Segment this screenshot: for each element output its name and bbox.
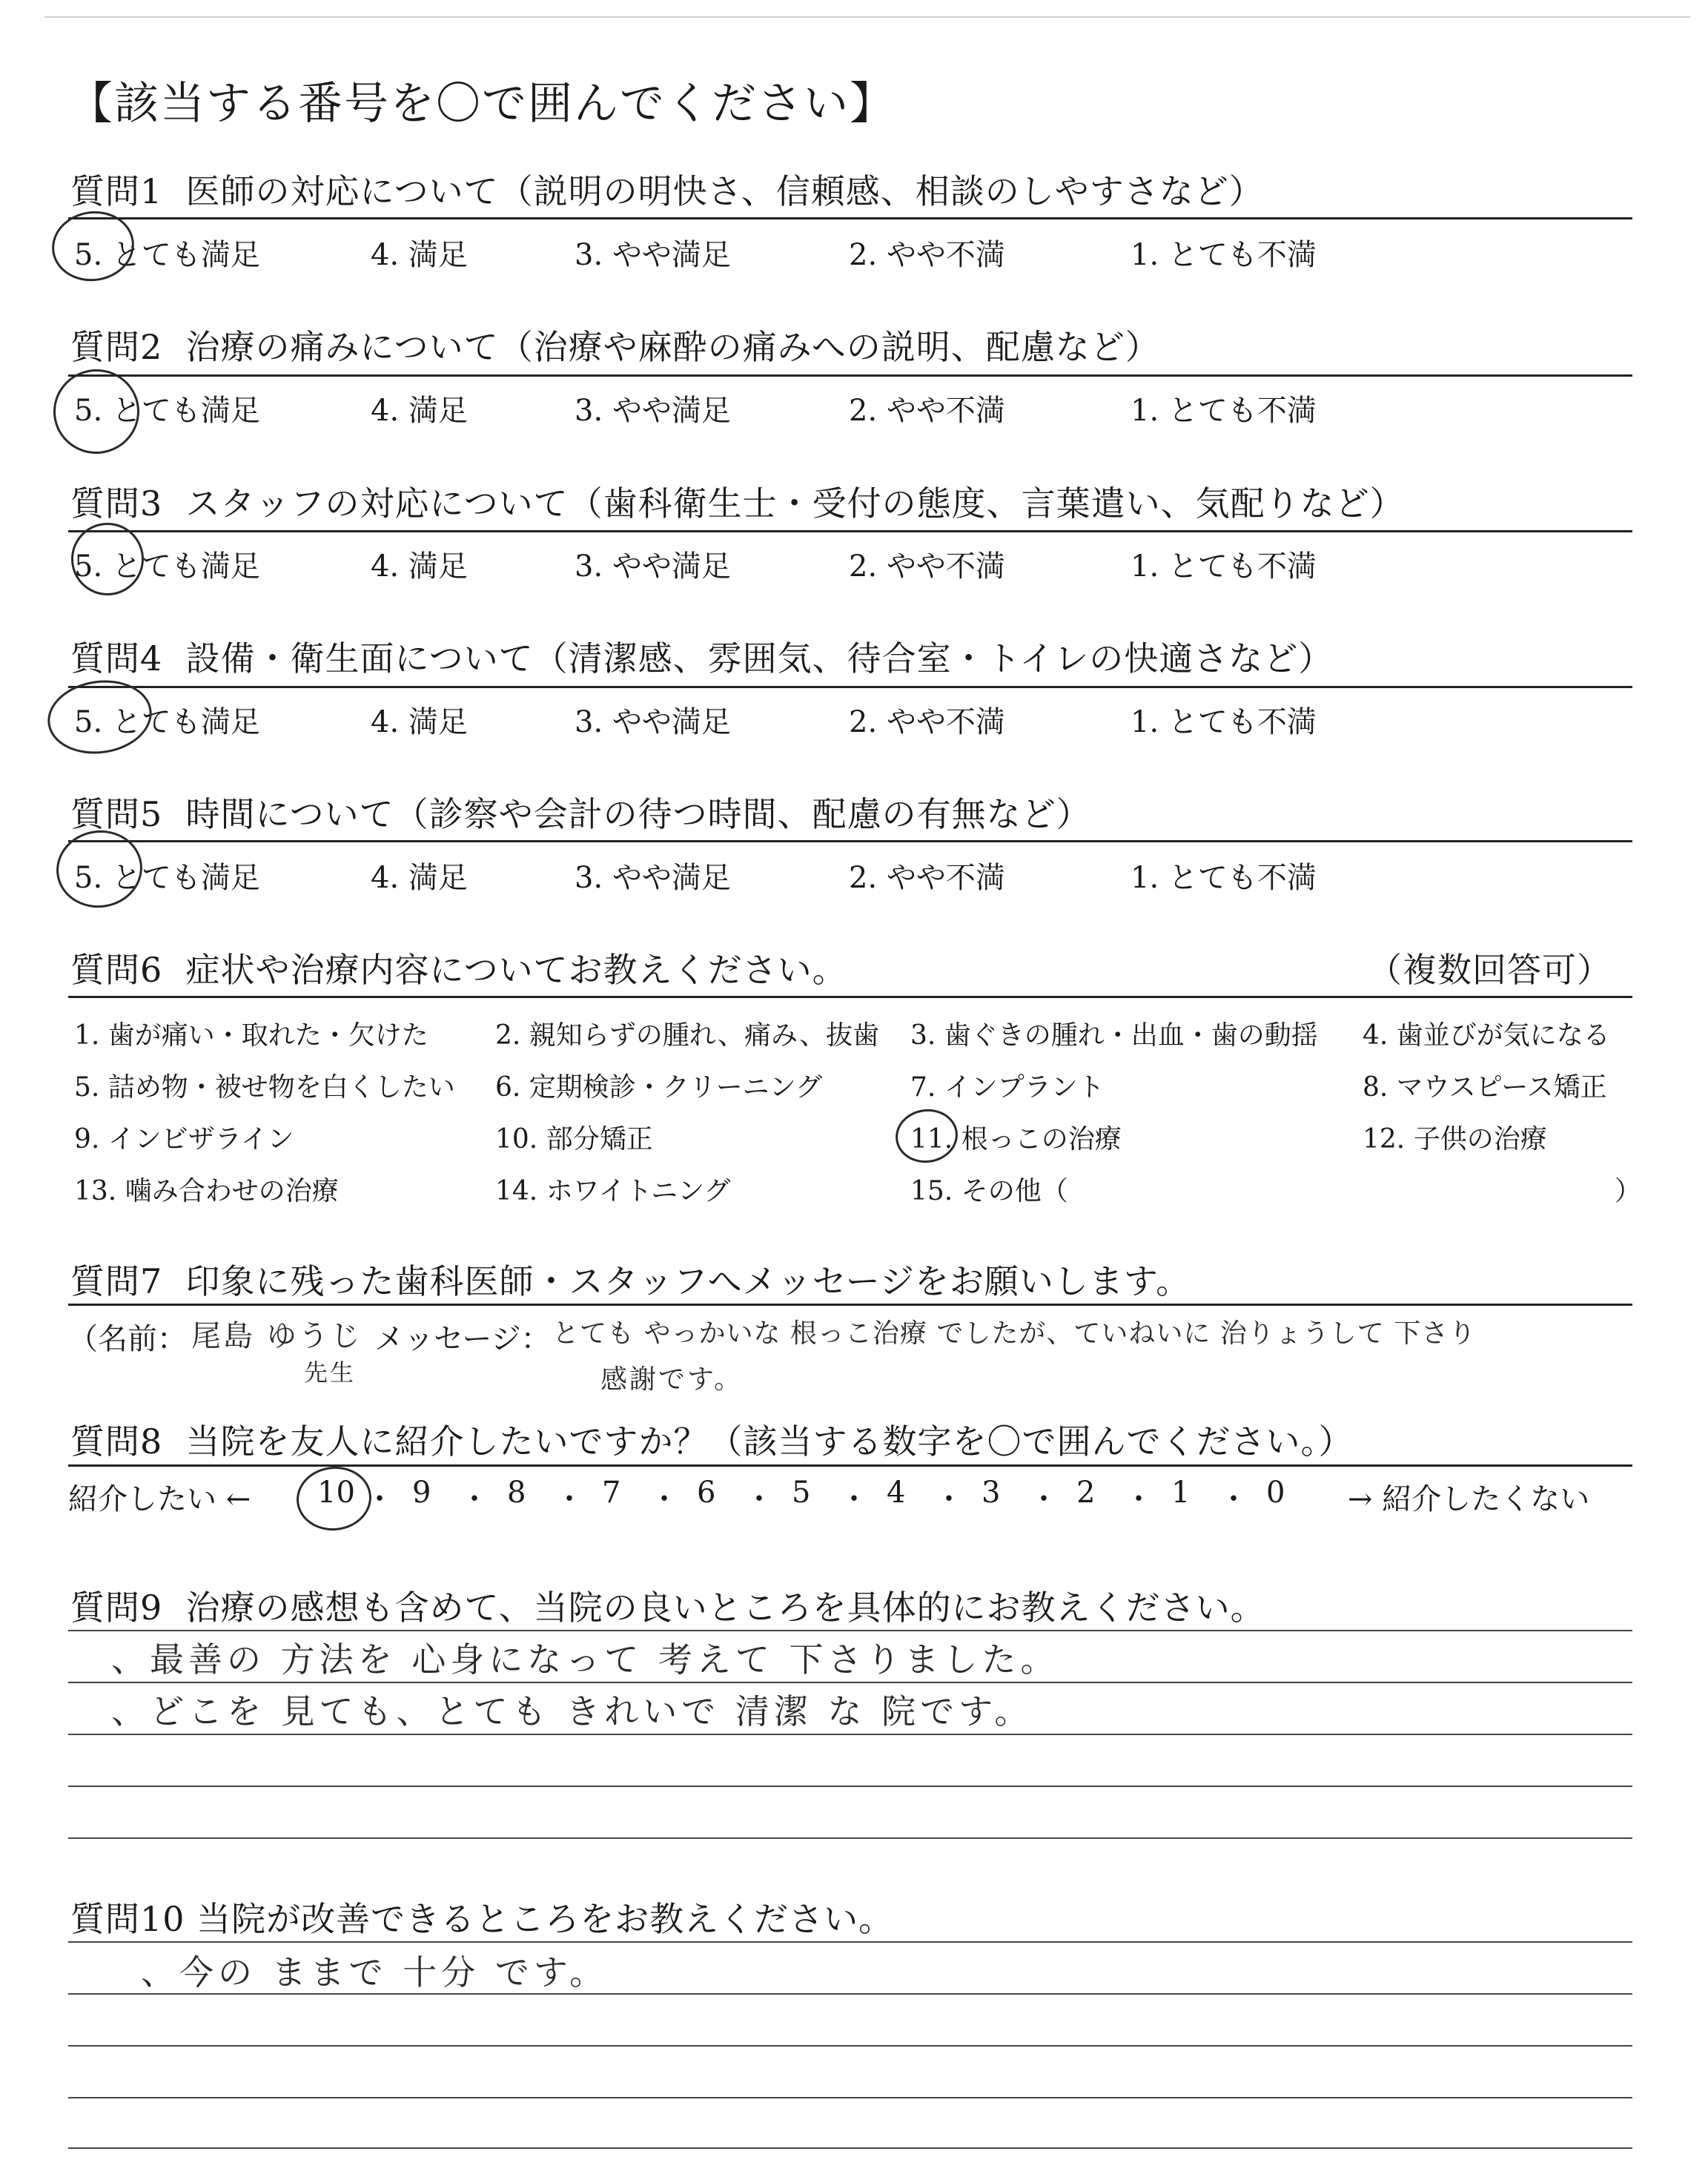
q7-heading [70, 1255, 1191, 1304]
q8-scale-value-5[interactable]: 5 [792, 1476, 811, 1510]
q8-heading [70, 1415, 1354, 1464]
q2-answer-circle [49, 365, 143, 458]
q2-rule [68, 374, 1632, 377]
q2-option-4[interactable]: 4. 満足 [371, 394, 468, 428]
q8-scale-dot: ・ [555, 1482, 584, 1516]
q6-heading [70, 943, 847, 992]
q1-heading [70, 165, 1264, 214]
q6-item-5[interactable]: 5. 詰め物・被せ物を白くしたい [74, 1072, 455, 1103]
q4-text: 設備・衛生面について（清潔感、雰囲気、待合室・トイレの快適さなど） [185, 638, 1334, 678]
q8-scale-value-4[interactable]: 4 [887, 1476, 906, 1510]
q8-scale-value-7[interactable]: 7 [602, 1476, 621, 1510]
q4-option-4[interactable]: 4. 満足 [371, 705, 468, 739]
q1-label: 質問1 [70, 171, 163, 211]
q8-scale-value-0[interactable]: 0 [1266, 1476, 1285, 1510]
q10-line-4 [68, 2097, 1632, 2098]
q6-item-2[interactable]: 2. 親知らずの腫れ、痛み、抜歯 [495, 1020, 880, 1051]
q8-scale-value-9[interactable]: 9 [412, 1476, 431, 1510]
scan-top-edge [44, 16, 1690, 18]
q7-label: 質問7 [70, 1261, 163, 1301]
q6-text: 症状や治療内容についてお教えください。 [185, 950, 847, 990]
q1-option-4[interactable]: 4. 満足 [371, 238, 468, 272]
q10-text: 当院が改善できるところをお教えください。 [196, 1899, 894, 1939]
q6-item-15[interactable]: 15. その他（ [910, 1176, 1068, 1206]
q9-label: 質問9 [70, 1588, 163, 1628]
q2-heading [70, 320, 1160, 369]
q7-text: 印象に残った歯科医師・スタッフへメッセージをお願いします。 [185, 1261, 1191, 1301]
q3-heading [70, 477, 1405, 526]
q7-message-value[interactable]: とても やっかいな 根っこ治療 でしたが、ていねいに 治りょうして 下さり [552, 1318, 1477, 1349]
q9-line-2 [68, 1682, 1632, 1683]
q5-heading [70, 787, 1091, 836]
q3-option-5[interactable]: 5. とても満足 [74, 549, 260, 584]
q4-option-2[interactable]: 2. やや不満 [849, 705, 1005, 739]
q7-name-suffix: 先生 [304, 1358, 357, 1387]
q9-line-4 [68, 1786, 1632, 1787]
q6-item-11[interactable]: 11. 根っこの治療 [910, 1124, 1122, 1155]
form-title: 【該当する番号を〇で囲んでください】 [68, 78, 896, 130]
q6-item-14[interactable]: 14. ホワイトニング [495, 1176, 731, 1206]
q4-option-5[interactable]: 5. とても満足 [74, 705, 260, 739]
q2-option-5[interactable]: 5. とても満足 [74, 394, 260, 428]
q4-heading [70, 632, 1333, 681]
q9-heading [70, 1581, 1265, 1630]
q8-scale-value-8[interactable]: 8 [507, 1476, 526, 1510]
q7-rule [68, 1304, 1632, 1306]
q8-scale-value-1[interactable]: 1 [1171, 1476, 1191, 1510]
q9-answer-1[interactable]: 、最善の 方法を 心身になって 考えて 下さりました。 [111, 1639, 1059, 1680]
q4-label: 質問4 [70, 638, 163, 678]
q5-answer-circle [51, 825, 147, 913]
q5-option-4[interactable]: 4. 満足 [371, 861, 468, 895]
q6-other-close: ） [1615, 1176, 1642, 1206]
q6-item-4[interactable]: 4. 歯並びが気になる [1363, 1020, 1610, 1051]
q8-scale-value-2[interactable]: 2 [1076, 1476, 1096, 1510]
q8-text: 当院を友人に紹介したいですか？（該当する数字を〇で囲んでください。） [185, 1421, 1354, 1462]
q6-item-10[interactable]: 10. 部分矯正 [495, 1124, 653, 1155]
q5-rule [68, 840, 1632, 842]
q8-scale-value-6[interactable]: 6 [697, 1476, 716, 1510]
q8-left-label: 紹介したい ← [68, 1482, 251, 1516]
q8-scale-dot: ・ [839, 1482, 869, 1516]
q8-rule [68, 1464, 1632, 1467]
q1-option-3[interactable]: 3. やや満足 [575, 238, 731, 272]
q8-scale-value-10[interactable]: 10 [317, 1476, 355, 1510]
q1-option-2[interactable]: 2. やや不満 [849, 238, 1005, 272]
q9-line-3 [68, 1734, 1632, 1735]
q1-option-1[interactable]: 1. とても不満 [1131, 238, 1317, 272]
q10-line-1 [68, 1941, 1632, 1943]
q9-answer-2[interactable]: 、どこを 見ても、とても きれいで 清潔 な 院です。 [111, 1691, 1033, 1731]
q1-text: 医師の対応について（説明の明快さ、信頼感、相談のしやすさなど） [185, 171, 1264, 211]
q4-option-3[interactable]: 3. やや満足 [575, 705, 731, 739]
q9-text: 治療の感想も含めて、当院の良いところを具体的にお教えください。 [185, 1588, 1265, 1628]
q6-item-1[interactable]: 1. 歯が痛い・取れた・欠けた [74, 1020, 428, 1051]
q3-rule [68, 530, 1632, 532]
q8-scale-dot: ・ [1029, 1482, 1059, 1516]
q1-rule [68, 217, 1632, 219]
q8-scale-dot: ・ [460, 1482, 489, 1516]
q2-label: 質問2 [70, 327, 163, 367]
q8-scale-dot: ・ [1124, 1482, 1153, 1516]
q6-answer-circle [892, 1106, 961, 1167]
q8-label: 質問8 [70, 1421, 163, 1462]
q3-label: 質問3 [70, 483, 163, 524]
q6-rule [68, 996, 1632, 998]
q5-option-2[interactable]: 2. やや不満 [849, 861, 1005, 895]
q8-scale-dot: ・ [649, 1482, 679, 1516]
q2-option-3[interactable]: 3. やや満足 [575, 394, 731, 428]
q4-rule [68, 686, 1632, 688]
q2-option-2[interactable]: 2. やや不満 [849, 394, 1005, 428]
q7-message-label: メッセージ： [374, 1322, 551, 1356]
q10-heading [70, 1892, 893, 1941]
q8-scale-dot: ・ [1219, 1482, 1248, 1516]
q7-name-value[interactable]: 尾島 ゆうじ [191, 1319, 363, 1353]
q2-text: 治療の痛みについて（治療や麻酔の痛みへの説明、配慮など） [185, 327, 1160, 367]
q9-line-5 [68, 1837, 1632, 1839]
q6-item-3[interactable]: 3. 歯ぐきの腫れ・出血・歯の動揺 [910, 1020, 1318, 1051]
q6-item-13[interactable]: 13. 噛み合わせの治療 [74, 1176, 339, 1206]
q3-option-4[interactable]: 4. 満足 [371, 549, 468, 584]
q6-note: （複数回答可） [1368, 950, 1612, 990]
q8-scale-dot: ・ [744, 1482, 774, 1516]
q6-item-8[interactable]: 8. マウスピース矯正 [1363, 1072, 1607, 1103]
q5-label: 質問5 [70, 794, 163, 834]
q5-option-3[interactable]: 3. やや満足 [575, 861, 731, 895]
q9-line-1 [68, 1630, 1632, 1631]
q6-item-7[interactable]: 7. インプラント [910, 1072, 1105, 1103]
q8-right-label: → 紹介したくない [1348, 1482, 1590, 1516]
q5-option-5[interactable]: 5. とても満足 [74, 861, 260, 895]
q5-option-1[interactable]: 1. とても不満 [1131, 861, 1317, 895]
q5-text: 時間について（診察や会計の待つ時間、配慮の有無など） [185, 794, 1091, 834]
q2-option-1[interactable]: 1. とても不満 [1131, 394, 1317, 428]
q7-message-value-2: 感謝です。 [600, 1364, 744, 1395]
q3-option-1[interactable]: 1. とても不満 [1131, 549, 1317, 584]
q6-label: 質問6 [70, 950, 163, 990]
q8-scale-value-3[interactable]: 3 [982, 1476, 1001, 1510]
q10-answer-1[interactable]: 、今の ままで 十分 です。 [141, 1952, 609, 1992]
q6-item-12[interactable]: 12. 子供の治療 [1363, 1124, 1547, 1155]
q3-text: スタッフの対応について（歯科衛生士・受付の態度、言葉遣い、気配りなど） [185, 483, 1405, 524]
q3-option-3[interactable]: 3. やや満足 [575, 549, 731, 584]
q8-scale-dot: ・ [365, 1482, 394, 1516]
q4-option-1[interactable]: 1. とても不満 [1131, 705, 1317, 739]
q3-option-2[interactable]: 2. やや不満 [849, 549, 1005, 584]
q6-item-9[interactable]: 9. インビザライン [74, 1124, 294, 1155]
q8-scale-dot: ・ [934, 1482, 964, 1516]
q6-item-6[interactable]: 6. 定期検診・クリーニング [495, 1072, 823, 1103]
q10-label: 質問10 [70, 1899, 185, 1939]
q7-name-label: （名前： [68, 1322, 187, 1356]
q10-line-3 [68, 2045, 1632, 2047]
q1-option-5[interactable]: 5. とても満足 [74, 238, 260, 272]
q10-line-5 [68, 2147, 1632, 2149]
